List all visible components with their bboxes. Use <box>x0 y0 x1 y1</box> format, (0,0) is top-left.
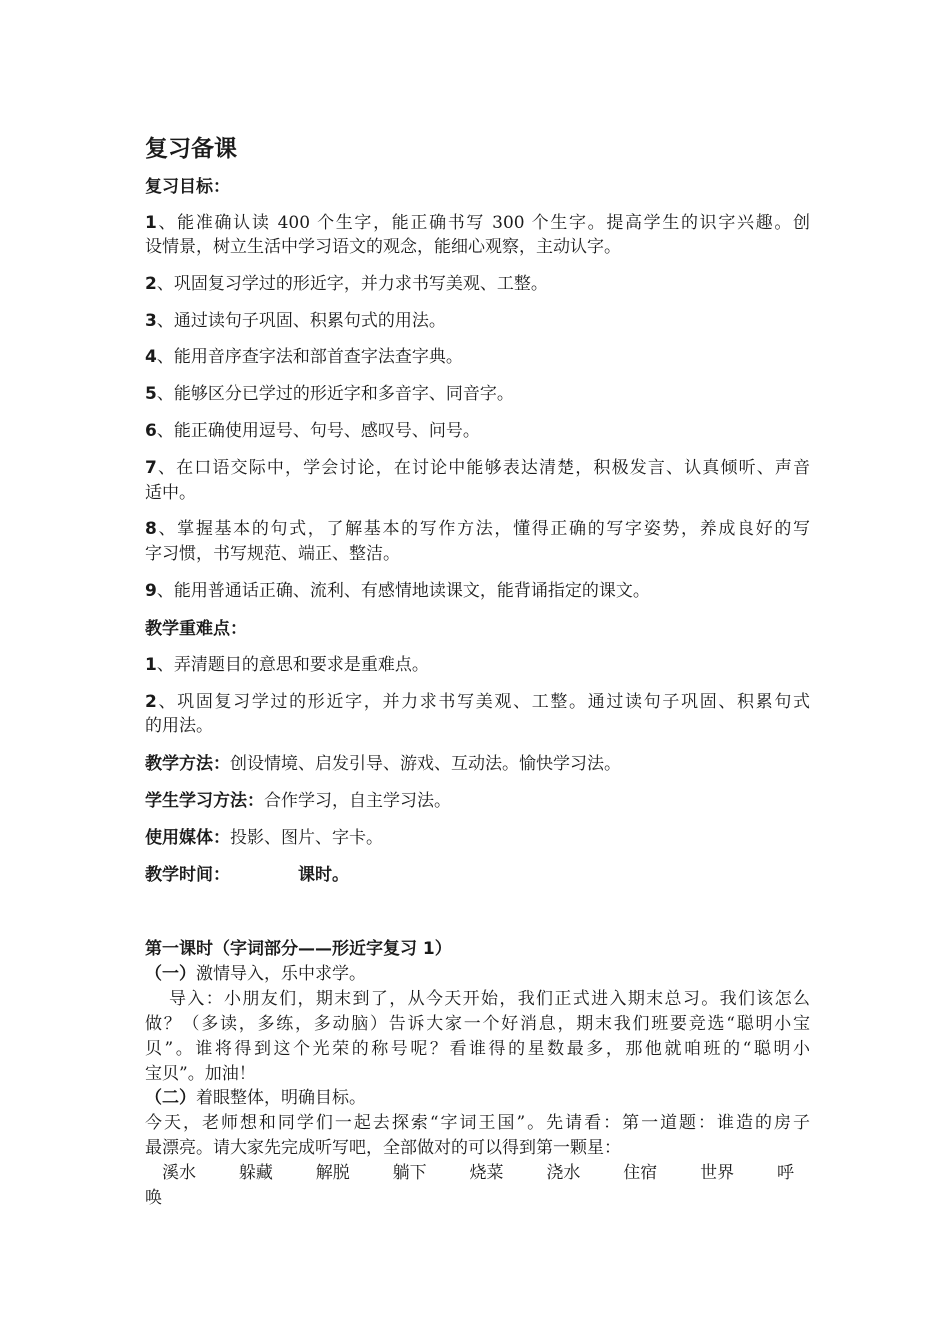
intro-line-3: 贝”。谁将得到这个光荣的称号呢？看谁得的星数最多，那他就咱班的“聪明小 <box>145 1039 810 1059</box>
intro-line-1: 导入：小朋友们，期末到了，从今天开始，我们正式进入期末总习。我们该怎么 <box>169 989 810 1009</box>
goal-9-number: 9 <box>145 581 157 601</box>
section-2 <box>145 1086 810 1111</box>
dictation-word: 躺下 <box>392 1163 427 1183</box>
goal-7-line-2: 适中。 <box>145 483 196 503</box>
intro-line-2: 做？（多读，多练，多动脑）告诉大家一个好消息，期末我们班要竞选“聪明小宝 <box>145 1014 810 1034</box>
today-line-2: 最漂亮。请大家先完成听写吧，全部做对的可以得到第一颗星： <box>145 1138 621 1158</box>
dictation-word-list <box>162 1161 827 1186</box>
teaching-time <box>145 863 810 888</box>
media-label: 使用媒体： <box>145 828 230 848</box>
goal-1-line-2: 设情景，树立生活中学习语文的观念，能细心观察，主动认字。 <box>145 237 621 257</box>
goal-1-line-1 <box>145 211 810 236</box>
goal-4-number: 4 <box>145 347 157 367</box>
goal-9-text: 、能用普通话正确、流利、有感情地读课文，能背诵指定的课文。 <box>156 581 650 601</box>
goal-4-text: 、能用音序查字法和部首查字法查字典。 <box>156 347 463 367</box>
goal-5-text: 、能够区分已学过的形近字和多音字、同音字。 <box>156 384 514 404</box>
today-line-1: 今天，老师想和同学们一起去探索“字词王国”。先请看：第一道题：谁造的房子 <box>145 1113 810 1133</box>
key-point-1-number: 1 <box>145 655 157 675</box>
media-text: 投影、图片、字卡。 <box>230 828 383 848</box>
goal-6-text: 、能正确使用逗号、句号、感叹号、问号。 <box>156 421 480 441</box>
dictation-word: 呼 <box>777 1163 794 1183</box>
goal-8-text: 、掌握基本的句式，了解基本的写作方法，懂得正确的写字姿势，养成良好的写 <box>156 519 810 539</box>
teaching-method-text: 创设情境、启发引导、游戏、互动法。愉快学习法。 <box>230 754 621 774</box>
goal-5-number: 5 <box>145 384 157 404</box>
goal-3-number: 3 <box>145 311 157 331</box>
goal-6-number: 6 <box>145 421 157 441</box>
key-points-heading: 教学重难点： <box>145 619 247 639</box>
section-2-text: 着眼整体，明确目标。 <box>196 1088 366 1108</box>
key-point-2-text: 、巩固复习学过的形近字，并力求书写美观、工整。通过读句子巩固、积累句式 <box>156 692 810 712</box>
goal-3 <box>145 309 810 334</box>
key-point-1 <box>145 653 810 678</box>
dictation-word: 浇水 <box>546 1163 581 1183</box>
goal-7-number: 7 <box>145 458 157 478</box>
goal-4 <box>145 345 810 370</box>
teaching-method-label: 教学方法： <box>145 754 230 774</box>
dictation-word-tail: 唤 <box>145 1188 162 1208</box>
intro-line-4: 宝贝”。加油！ <box>145 1064 256 1084</box>
dictation-word: 烧菜 <box>469 1163 504 1183</box>
teaching-method <box>145 752 810 777</box>
goals-heading: 复习目标： <box>145 177 230 197</box>
goal-8-line-2: 字习惯，书写规范、端正、整洁。 <box>145 544 400 564</box>
teaching-time-value: 课时。 <box>298 865 349 885</box>
goal-2-number: 2 <box>145 274 157 294</box>
student-method-label: 学生学习方法： <box>145 791 264 811</box>
doc-title: 复习备课 <box>145 136 237 162</box>
media <box>145 826 810 851</box>
goal-6 <box>145 419 810 444</box>
section-1-text: 激情导入，乐中求学。 <box>196 964 366 984</box>
goal-8-line-1 <box>145 517 810 542</box>
goal-8-number: 8 <box>145 519 157 539</box>
goal-1-number: 1 <box>145 213 157 233</box>
dictation-word: 躲藏 <box>238 1163 273 1183</box>
dictation-word: 溪水 <box>162 1163 196 1183</box>
goal-9 <box>145 579 810 604</box>
goal-2 <box>145 272 810 297</box>
lesson1-title: 第一课时（字词部分——形近字复习 1） <box>145 939 452 959</box>
student-method <box>145 789 810 814</box>
section-1 <box>145 962 810 987</box>
section-2-label: （二） <box>145 1088 196 1108</box>
goal-3-text: 、通过读句子巩固、积累句式的用法。 <box>156 311 446 331</box>
key-point-2-line-1 <box>145 690 810 715</box>
key-point-2-number: 2 <box>145 692 157 712</box>
goal-5 <box>145 382 810 407</box>
dictation-word: 住宿 <box>623 1163 658 1183</box>
key-point-2-line-2: 的用法。 <box>145 716 213 736</box>
goal-7-text: 、在口语交际中，学会讨论，在讨论中能够表达清楚，积极发言、认真倾听、声音 <box>156 458 810 478</box>
key-point-1-text: 、弄清题目的意思和要求是重难点。 <box>156 655 429 675</box>
dictation-word: 解脱 <box>315 1163 350 1183</box>
student-method-text: 合作学习，自主学习法。 <box>264 791 451 811</box>
goal-1-text: 、能准确认读 400 个生字，能正确书写 300 个生字。提高学生的识字兴趣。创 <box>156 213 810 233</box>
goal-7-line-1 <box>145 456 810 481</box>
teaching-time-label: 教学时间： <box>145 865 230 885</box>
dictation-word: 世界 <box>700 1163 735 1183</box>
section-1-label: （一） <box>145 964 196 984</box>
goal-2-text: 、巩固复习学过的形近字，并力求书写美观、工整。 <box>156 274 548 294</box>
